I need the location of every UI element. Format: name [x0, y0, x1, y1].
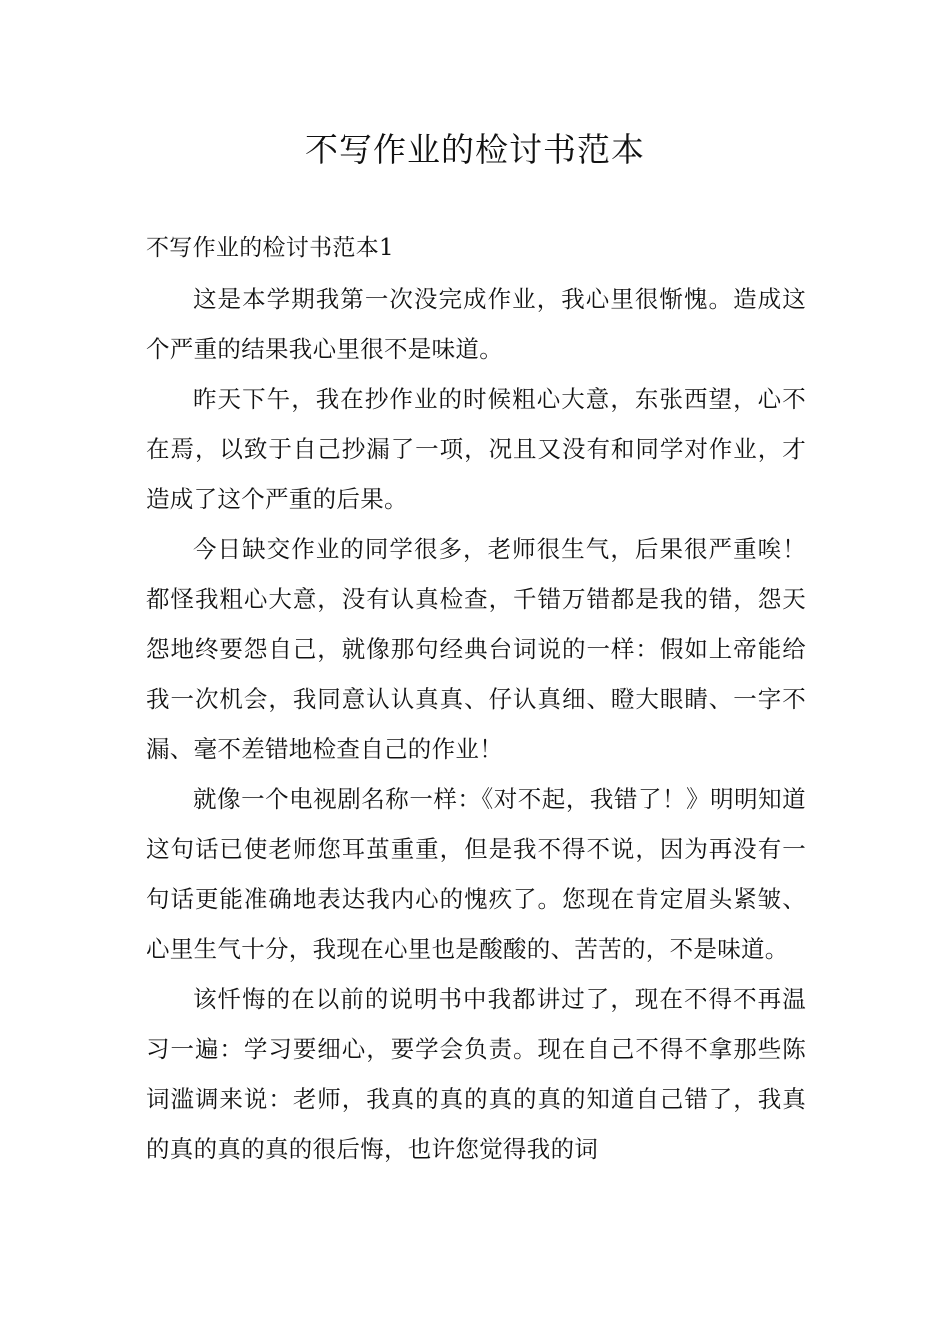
- paragraph: 该忏悔的在以前的说明书中我都讲过了，现在不得不再温习一遍：学习要细心，要学会负责。现在自己不得不拿那些陈词滥调来说：老师，我真的真的真的真的知道自己错了，我真的真的真的真的很后悔，也许您觉得我的词: [146, 985, 806, 1163]
- document-title: 不写作业的检讨书范本: [305, 130, 645, 169]
- section-heading: 不写作业的检讨书范本1: [146, 235, 394, 261]
- paragraph: 昨天下午，我在抄作业的时候粗心大意，东张西望，心不在焉，以致于自己抄漏了一项，况且又没有和同学对作业，才造成了这个严重的后果。: [146, 385, 806, 513]
- paragraph: 这是本学期我第一次没完成作业，我心里很惭愧。造成这个严重的结果我心里很不是味道。: [146, 285, 806, 363]
- document-body: [146, 274, 806, 1174]
- paragraph: 就像一个电视剧名称一样：《对不起，我错了！》明明知道这句话已使老师您耳茧重重，但是我不得不说，因为再没有一句话更能准确地表达我内心的愧疚了。您现在肯定眉头紧皱、心里生气十分，我现在心里也是酸酸的、苦苦的，不是味道。: [146, 785, 806, 963]
- paragraph: 今日缺交作业的同学很多，老师很生气，后果很严重唉！都怪我粗心大意，没有认真检查，千错万错都是我的错，怨天怨地终要怨自己，就像那句经典台词说的一样：假如上帝能给我一次机会，我同意认认真真、仔认真细、瞪大眼睛、一字不漏、毫不差错地检查自己的作业！: [146, 535, 806, 763]
